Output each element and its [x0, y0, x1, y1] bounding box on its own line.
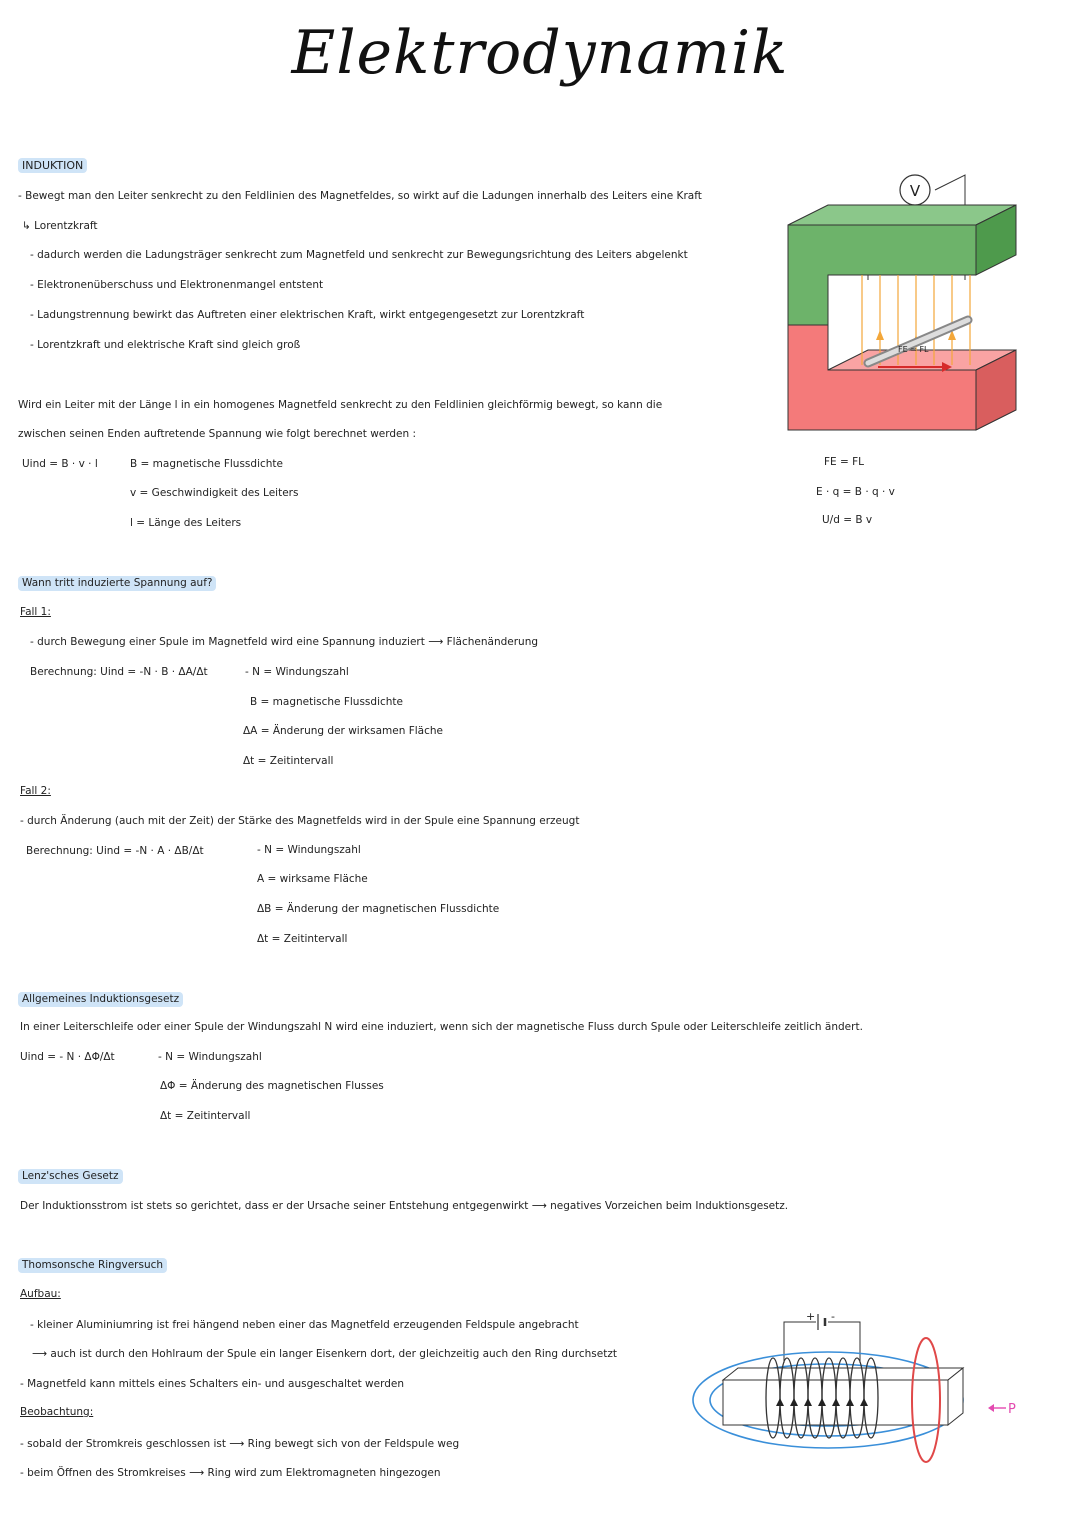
- minus-label: -: [831, 1310, 835, 1323]
- definition: ΔB = Änderung der magnetischen Flussdichte: [257, 903, 500, 915]
- equation: U/d = B v: [822, 514, 873, 526]
- formula: Berechnung: Uind = -N · A · ΔB/Δt: [26, 845, 204, 857]
- definition: ΔA = Änderung der wirksamen Fläche: [243, 725, 443, 737]
- section-heading-allgemein: Allgemeines Induktionsgesetz: [18, 992, 183, 1007]
- text-line: - kleiner Aluminiumring ist frei hängend neben einer das Magnetfeld erzeugenden Feldspule angebracht: [30, 1319, 579, 1331]
- text-line: - beim Öffnen des Stromkreises ⟶ Ring wird zum Elektromagneten hingezogen: [20, 1467, 441, 1479]
- equation: FE = FL: [824, 456, 865, 468]
- text-line: Der Induktionsstrom ist stets so gerichtet, dass er der Ursache seiner Entstehung entgegenwirkt ⟶ negatives Vorzeichen beim Induktionsgesetz.: [20, 1200, 789, 1212]
- definition: - N = Windungszahl: [257, 844, 361, 856]
- definition: B = magnetische Flussdichte: [250, 696, 403, 708]
- definition: ΔΦ = Änderung des magnetischen Flusses: [160, 1080, 384, 1092]
- definition: Δt = Zeitintervall: [243, 755, 334, 767]
- text-line: - Bewegt man den Leiter senkrecht zu den Feldlinien des Magnetfeldes, so wirkt auf die Ladungen innerhalb des Leiters eine Kraft: [18, 190, 702, 202]
- definition: A = wirksame Fläche: [257, 873, 368, 885]
- definition: - N = Windungszahl: [158, 1051, 262, 1063]
- subheading: Aufbau:: [20, 1288, 61, 1300]
- force-label: FE = FL: [898, 345, 929, 354]
- definition: Δt = Zeitintervall: [257, 933, 348, 945]
- text-line: - Magnetfeld kann mittels eines Schalters ein- und ausgeschaltet werden: [20, 1378, 404, 1390]
- text-line: - dadurch werden die Ladungsträger senkrecht zum Magnetfeld und senkrecht zur Bewegungsrichtung des Leiters abgelenkt: [30, 249, 688, 261]
- text-line: ⟶ auch ist durch den Hohlraum der Spule ein langer Eisenkern dort, der gleichzeitig auch den Ring durchsetzt: [32, 1348, 617, 1360]
- equation: E · q = B · q · v: [816, 486, 895, 498]
- text-line: Wird ein Leiter mit der Länge l in ein homogenes Magnetfeld senkrecht zu den Feldlinien gleichförmig bewegt, so kann die: [18, 399, 663, 411]
- text-line: zwischen seinen Enden auftretende Spannung wie folgt berechnet werden :: [18, 428, 417, 440]
- definition: v = Geschwindigkeit des Leiters: [130, 487, 299, 499]
- section-heading-induktion: INDUKTION: [18, 158, 87, 173]
- definition: - N = Windungszahl: [245, 666, 349, 678]
- text-line: - Ladungstrennung bewirkt das Auftreten einer elektrischen Kraft, wirkt entgegengesetzt zur Lorentzkraft: [30, 309, 585, 321]
- definition: B = magnetische Flussdichte: [130, 458, 283, 470]
- formula: Uind = B · v · l: [22, 458, 98, 470]
- thomson-ring-diagram: [688, 1308, 1028, 1478]
- section-heading-thomson: Thomsonsche Ringversuch: [18, 1258, 167, 1273]
- text-line: - durch Bewegung einer Spule im Magnetfeld wird eine Spannung induziert ⟶ Flächenänderung: [30, 636, 539, 648]
- text-line: - Lorentzkraft und elektrische Kraft sind gleich groß: [30, 339, 301, 351]
- section-heading-wann: Wann tritt induzierte Spannung auf?: [18, 576, 216, 591]
- section-heading-lenz: Lenz'sches Gesetz: [18, 1169, 123, 1184]
- formula: Uind = - N · ΔΦ/Δt: [20, 1051, 115, 1063]
- text-line: In einer Leiterschleife oder einer Spule der Windungszahl N wird eine induziert, wenn sich der magnetische Fluss durch Spule oder Leiterschleife zeitlich ändert.: [20, 1021, 863, 1033]
- definition: l = Länge des Leiters: [130, 517, 242, 529]
- text-line: - Elektronenüberschuss und Elektronenmangel entstent: [30, 279, 324, 291]
- plus-label: +: [806, 1310, 816, 1323]
- page-title: Elektrodynamik: [291, 18, 789, 88]
- subheading: Beobachtung:: [20, 1406, 94, 1418]
- text-line: - durch Änderung (auch mit der Zeit) der Stärke des Magnetfelds wird in der Spule eine Spannung erzeugt: [20, 815, 580, 827]
- text-line: - sobald der Stromkreis geschlossen ist ⟶ Ring bewegt sich von der Feldspule weg: [20, 1438, 460, 1450]
- subheading: Fall 1:: [20, 606, 51, 618]
- voltmeter-label: V: [909, 182, 921, 200]
- horseshoe-magnet-diagram: [780, 165, 1020, 435]
- definition: Δt = Zeitintervall: [160, 1110, 251, 1122]
- text-line: ↳ Lorentzkraft: [22, 220, 98, 232]
- subheading: Fall 2:: [20, 785, 51, 797]
- p-label: P: [1008, 1402, 1016, 1417]
- formula: Berechnung: Uind = -N · B · ΔA/Δt: [30, 666, 208, 678]
